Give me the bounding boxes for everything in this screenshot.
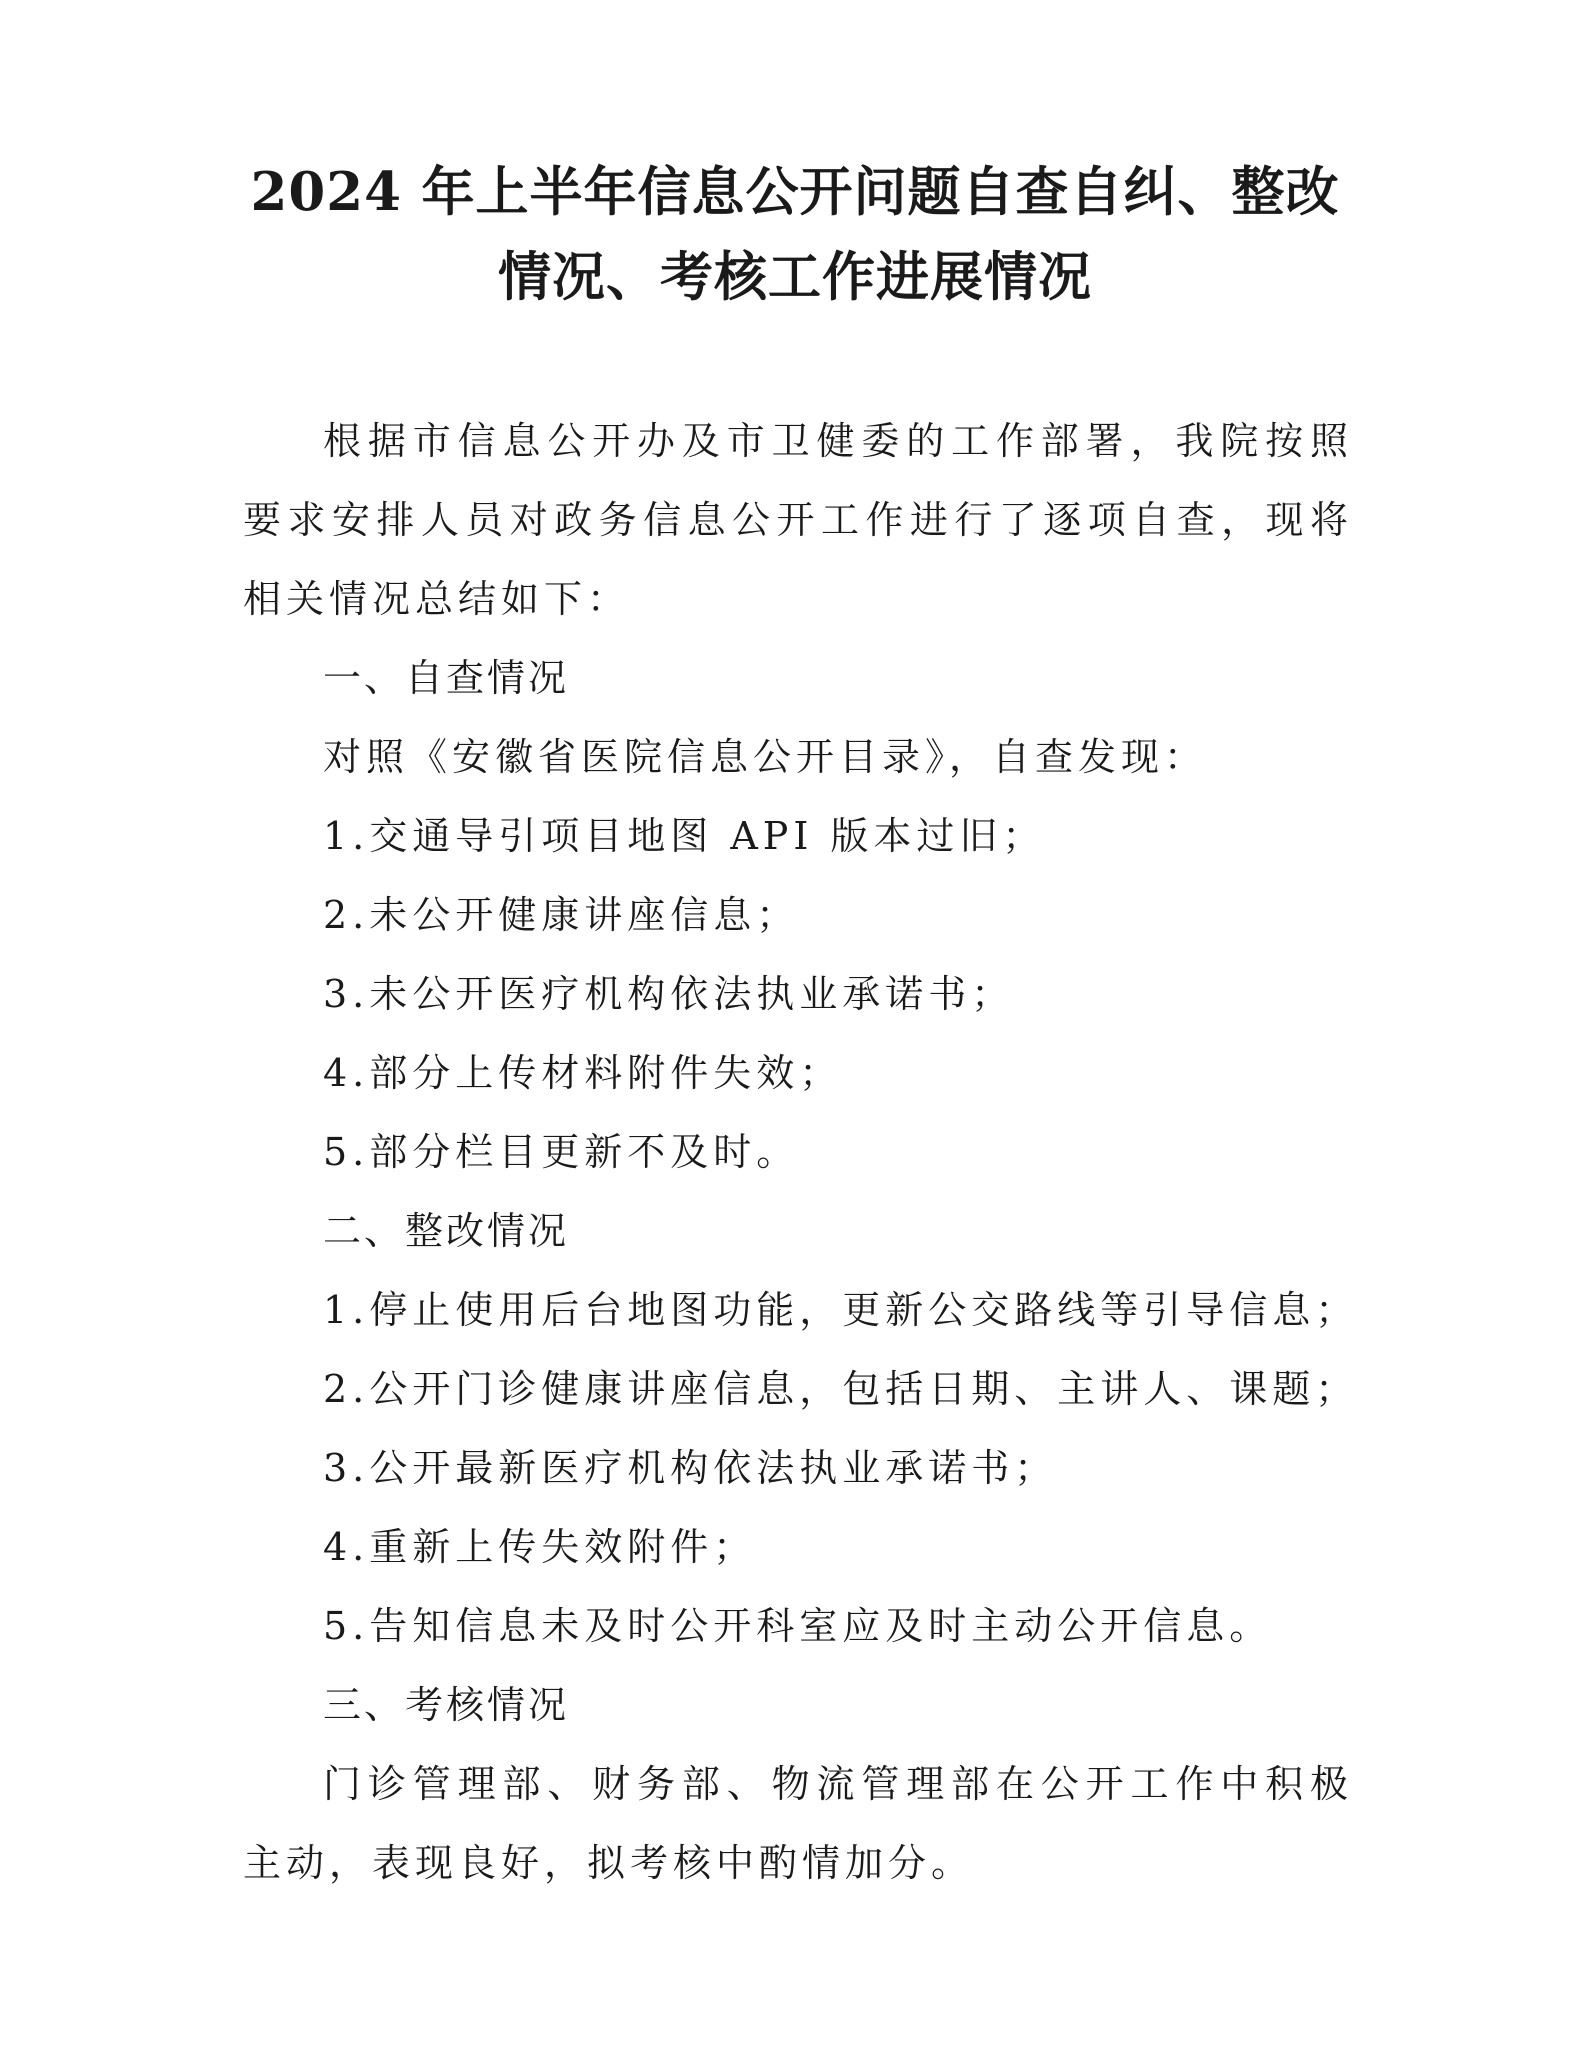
section-1-lead: 对照《安徽省医院信息公开目录》，自查发现： — [323, 735, 1208, 779]
title-line-2: 情况、考核工作进展情况 — [498, 246, 1092, 308]
section-1-list — [243, 797, 1353, 1192]
section-2-heading: 二、整改情况 — [323, 1209, 570, 1253]
title-line-1: 2024 年上半年信息公开问题自查自纠、整改 — [250, 161, 1340, 223]
list-item: 2.未公开健康讲座信息； — [323, 893, 800, 937]
section-2-list — [243, 1271, 1359, 1666]
list-item: 5.部分栏目更新不及时。 — [323, 1130, 800, 1174]
document-title — [230, 150, 1360, 320]
list-item: 1.交通导引项目地图 API 版本过旧； — [323, 814, 1046, 858]
list-item: 3.未公开医疗机构依法执业承诺书； — [323, 972, 1015, 1016]
section-1-heading: 一、自查情况 — [323, 656, 570, 700]
list-item: 4.部分上传材料附件失效； — [323, 1051, 843, 1095]
section-3-paragraph: 门诊管理部、财务部、物流管理部在公开工作中积极主动，表现良好，拟考核中酌情加分。 — [243, 1762, 1353, 1885]
list-item: 3.公开最新医疗机构依法执业承诺书； — [323, 1446, 1058, 1490]
list-item: 2.公开门诊健康讲座信息，包括日期、主讲人、课题； — [323, 1367, 1359, 1411]
document-body — [243, 402, 1359, 1903]
list-item: 1.停止使用后台地图功能，更新公交路线等引导信息； — [323, 1288, 1359, 1332]
list-item: 5.告知信息未及时公开科室应及时主动公开信息。 — [323, 1604, 1273, 1648]
section-3-heading: 三、考核情况 — [323, 1683, 570, 1727]
intro-paragraph: 根据市信息公开办及市卫健委的工作部署，我院按照要求安排人员对政务信息公开工作进行了逐项自查，现将相关情况总结如下： — [243, 419, 1353, 621]
list-item: 4.重新上传失效附件； — [323, 1525, 757, 1569]
